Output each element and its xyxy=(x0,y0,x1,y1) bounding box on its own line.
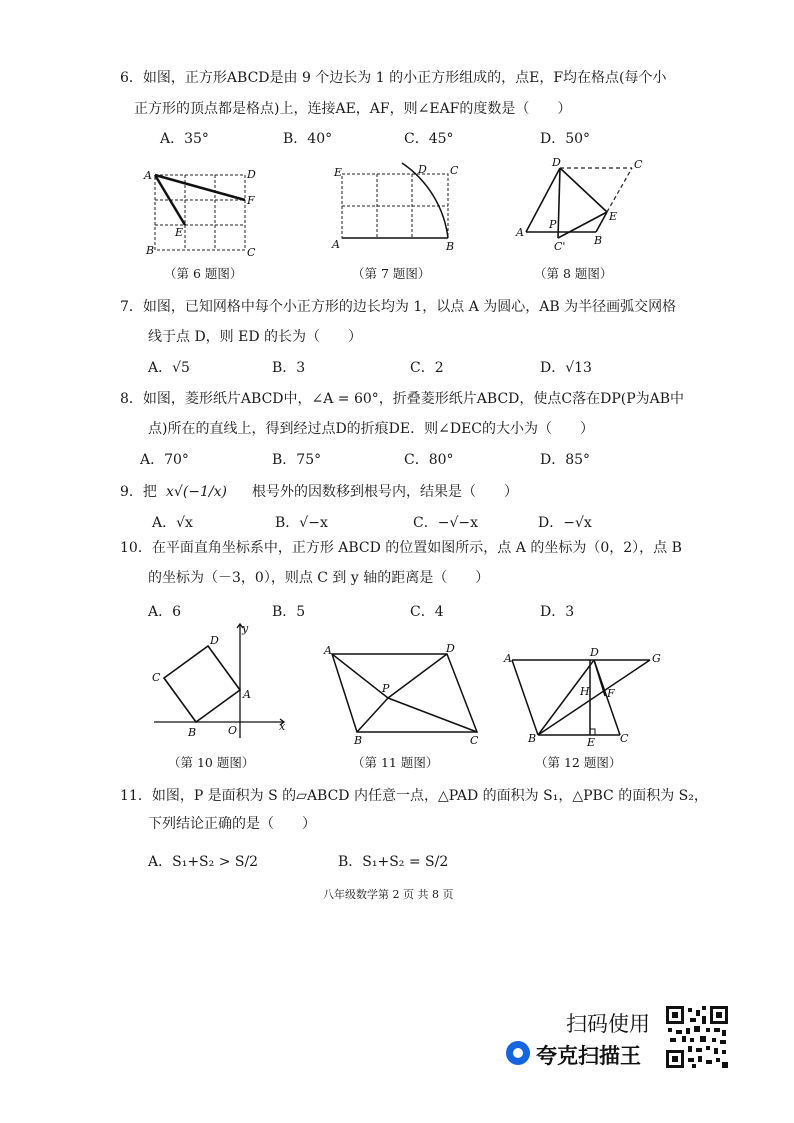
svg-text:B: B xyxy=(354,734,363,747)
q7-line1: 7．如图，已知网格中每个小正方形的边长均为 1，以点 A 为圆心，AB 为半径画弧交网格 xyxy=(120,299,677,315)
svg-text:C: C xyxy=(620,732,629,745)
q10-option-c: C．4 xyxy=(410,604,444,620)
svg-text:A: A xyxy=(516,226,524,239)
svg-text:D: D xyxy=(446,642,455,655)
svg-text:A: A xyxy=(332,238,340,251)
caption-fig11: （第 11 题图） xyxy=(352,755,439,770)
q9-option-c: C．−√−x xyxy=(413,515,478,531)
q9-option-a: A．√x xyxy=(152,515,193,531)
figure-q8 xyxy=(512,156,647,256)
qr-code-icon xyxy=(666,1006,728,1068)
figure-q7 xyxy=(328,160,468,255)
q10-option-b: B．5 xyxy=(272,604,306,620)
scan-to-use-text: 扫码使用 xyxy=(566,1012,650,1036)
q8-line1: 8．如图，菱形纸片ABCD中，∠A = 60°，折叠菱形纸片ABCD，使点C落在DP(P为AB中 xyxy=(120,391,685,407)
q9-suffix: 根号外的因数移到根号内，结果是（ ） xyxy=(252,484,518,500)
q9-option-b: B．√−x xyxy=(275,515,328,531)
svg-text:D: D xyxy=(247,168,256,181)
q11-option-b: B．S₁+S₂ = S/2 xyxy=(338,854,449,870)
svg-text:B: B xyxy=(446,240,455,253)
svg-text:G: G xyxy=(652,652,661,665)
svg-text:x: x xyxy=(279,720,286,733)
caption-fig8: （第 8 题图） xyxy=(534,266,613,281)
figure-q12 xyxy=(502,640,672,748)
q9-expression: x√(−1/x) xyxy=(166,484,227,500)
q7-line2: 线于点 D，则 ED 的长为（ ） xyxy=(148,329,363,345)
svg-text:D: D xyxy=(210,634,219,647)
caption-fig10: （第 10 题图） xyxy=(168,755,255,770)
q6-option-d: D．50° xyxy=(540,131,591,147)
svg-text:D: D xyxy=(552,156,561,169)
svg-text:C: C xyxy=(247,246,256,259)
q6-option-b: B．40° xyxy=(283,131,333,147)
svg-text:E: E xyxy=(334,166,343,179)
svg-text:P: P xyxy=(549,218,557,231)
svg-text:y: y xyxy=(242,622,249,635)
svg-text:C: C xyxy=(634,158,643,171)
caption-fig12: （第 12 题图） xyxy=(535,755,622,770)
quark-logo-icon xyxy=(506,1041,530,1065)
q6-line2: 正方形的顶点都是格点)上，连接AE，AF，则∠EAF的度数是（ ） xyxy=(134,101,572,117)
svg-text:E: E xyxy=(587,736,596,749)
svg-text:D: D xyxy=(418,163,427,176)
app-name: 夸克扫描王 xyxy=(536,1044,641,1068)
svg-text:F: F xyxy=(607,687,615,700)
page-footer: 八年级数学第 2 页 共 8 页 xyxy=(323,888,454,901)
caption-fig7: （第 7 题图） xyxy=(352,266,431,281)
q7-option-c: C．2 xyxy=(410,360,444,376)
figure-q10 xyxy=(148,620,288,745)
svg-text:F: F xyxy=(247,194,255,207)
q10-option-a: A．6 xyxy=(148,604,182,620)
svg-text:C': C' xyxy=(554,240,566,253)
q6-option-a: A．35° xyxy=(160,131,209,147)
svg-text:A: A xyxy=(243,688,251,701)
svg-text:E: E xyxy=(609,210,618,223)
q8-option-a: A．70° xyxy=(140,452,189,468)
q11-line2: 下列结论正确的是（ ） xyxy=(148,816,316,832)
q6-line1: 6．如图，正方形ABCD是由 9 个边长为 1 的小正方形组成的，点E，F均在格点(每个小 xyxy=(120,70,667,86)
svg-text:O: O xyxy=(228,724,238,737)
q10-option-d: D．3 xyxy=(540,604,575,620)
q9-option-d: D．−√x xyxy=(538,515,592,531)
q7-option-b: B．3 xyxy=(272,360,306,376)
svg-text:H: H xyxy=(580,685,590,698)
svg-text:E: E xyxy=(175,226,184,239)
svg-text:C: C xyxy=(470,734,479,747)
q8-option-d: D．85° xyxy=(540,452,591,468)
figure-q11 xyxy=(322,640,482,745)
svg-text:B: B xyxy=(146,244,155,257)
q10-line2: 的坐标为（－3，0），则点 C 到 y 轴的距离是（ ） xyxy=(148,570,490,586)
q11-option-a: A．S₁+S₂ > S/2 xyxy=(148,854,259,870)
svg-text:D: D xyxy=(590,646,599,659)
svg-text:C: C xyxy=(450,164,459,177)
svg-text:P: P xyxy=(382,682,390,695)
svg-text:B: B xyxy=(188,726,197,739)
svg-text:A: A xyxy=(324,644,332,657)
q8-line2: 点)所在的直线上，得到经过点D的折痕DE．则∠DEC的大小为（ ） xyxy=(148,421,595,437)
svg-text:C: C xyxy=(152,671,161,684)
q10-line1: 10．在平面直角坐标系中，正方形 ABCD 的位置如图所示，点 A 的坐标为（0，2），点 B xyxy=(120,540,682,556)
svg-text:A: A xyxy=(504,652,512,665)
q7-option-a: A．√5 xyxy=(148,360,190,376)
svg-text:A: A xyxy=(144,169,152,182)
q9-prefix: 9．把 xyxy=(120,484,157,500)
q11-line1: 11．如图，P 是面积为 S 的▱ABCD 内任意一点，△PAD 的面积为 S₁，△PBC 的面积为 S₂， xyxy=(120,788,708,804)
q8-option-c: C．80° xyxy=(404,452,454,468)
caption-fig6: （第 6 题图） xyxy=(164,266,243,281)
svg-text:B: B xyxy=(594,234,603,247)
q7-option-d: D．√13 xyxy=(540,360,592,376)
q6-option-c: C．45° xyxy=(404,131,454,147)
figure-q6 xyxy=(140,160,265,260)
svg-text:B: B xyxy=(528,732,537,745)
q8-option-b: B．75° xyxy=(272,452,322,468)
